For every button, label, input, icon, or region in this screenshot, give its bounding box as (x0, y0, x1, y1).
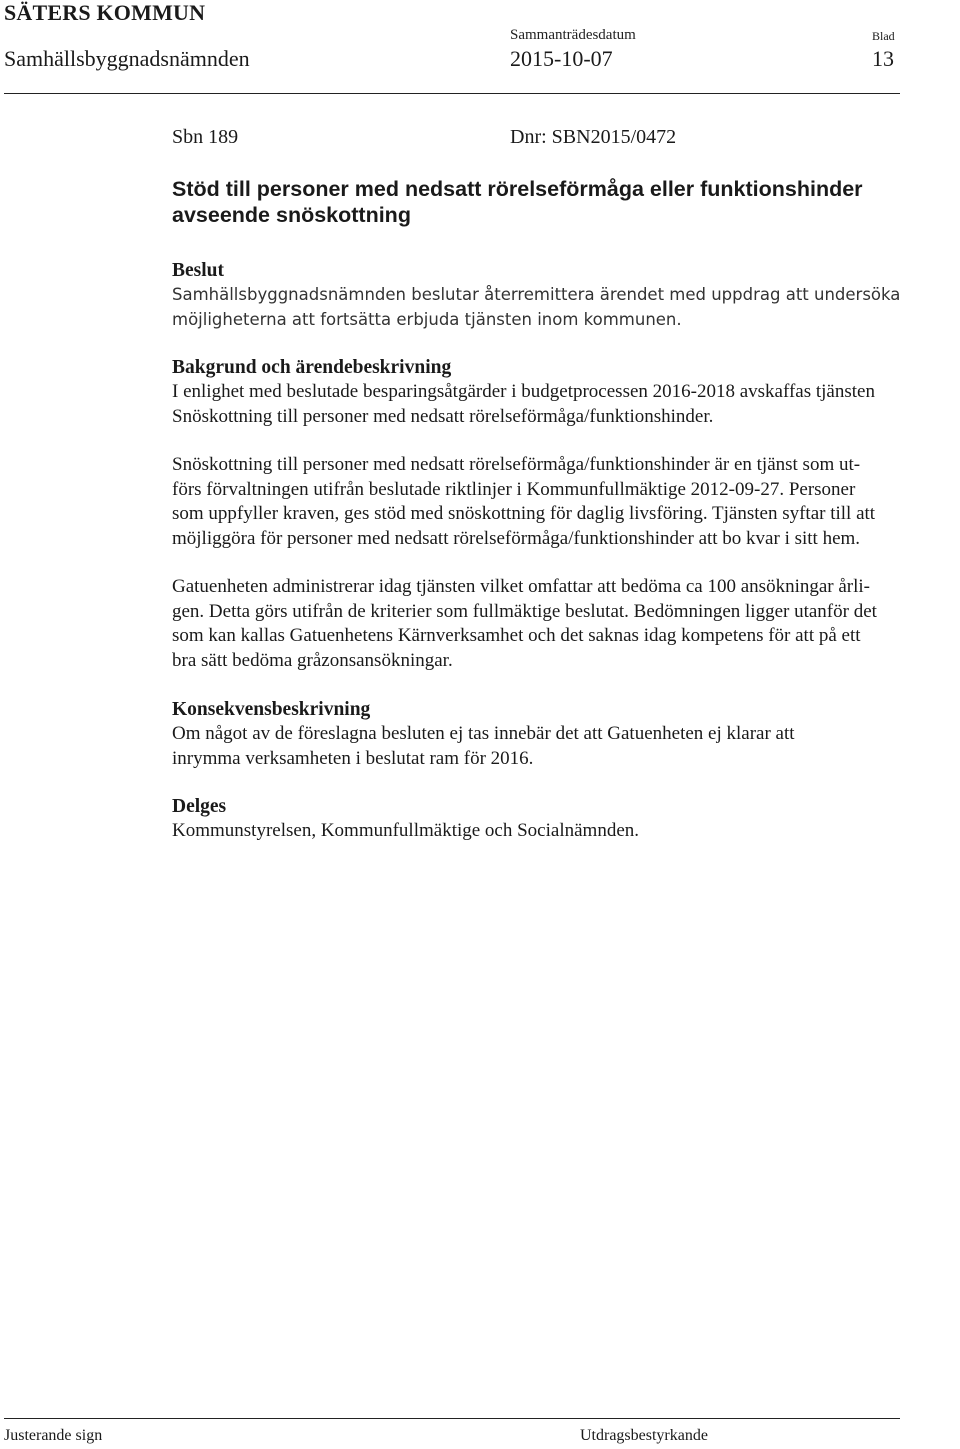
text-line: Snöskottning till personer med nedsatt rörelseförmåga/funktionshinder. (172, 405, 714, 427)
item-title-line: Stöd till personer med nedsatt rörelseförmåga eller funktionshinder (172, 177, 863, 201)
text-line: inrymma verksamheten i beslutat ram för 2016. (172, 747, 534, 769)
section-delges (172, 795, 952, 844)
section-body (172, 819, 952, 844)
meeting-date-label: Sammanträdesdatum (510, 27, 636, 43)
text-line: bra sätt bedöma gråzonsansökningar. (172, 649, 453, 671)
page-label: Blad (872, 29, 895, 43)
page-number: 13 (872, 46, 894, 71)
section-heading: Delges (172, 796, 227, 817)
text-line: förs förvaltningen utifrån beslutade riktlinjer i Kommunfullmäktige 2012-09-27. Personer (172, 478, 856, 500)
text-line: Snöskottning till personer med nedsatt rörelseförmåga/funktionshinder är en tjänst som ut- (172, 454, 861, 475)
text-line: som uppfyller kraven, ges stöd med snöskottning för daglig livsföring. Tjänsten syftar till att (172, 503, 876, 524)
header-divider (4, 93, 900, 94)
extract-certification-label: Utdragsbestyrkande (580, 1427, 708, 1444)
text-line: möjligheterna att fortsätta erbjuda tjänsten inom kommunen. (172, 309, 682, 329)
item-title (172, 176, 952, 228)
paragraph-number: Sbn 189 (172, 126, 239, 148)
section-heading: Bakgrund och ärendebeskrivning (172, 357, 452, 378)
adjusting-signature-label: Justerande sign (4, 1427, 103, 1444)
text-line: gen. Detta görs utifrån de kriterier som fullmäktige beslutat. Bedömningen ligger utanför det (172, 600, 877, 622)
meeting-date: 2015-10-07 (510, 46, 613, 71)
section-heading: Beslut (172, 260, 225, 281)
section-body (172, 380, 952, 429)
text-line: möjliggöra för personer med nedsatt rörelseförmåga/funktionshinder att bo kvar i sitt hem. (172, 527, 861, 549)
text-line: Om något av de föreslagna besluten ej tas innebär det att Gatuenheten ej klarar att (172, 723, 795, 744)
section-body (172, 722, 952, 771)
text-line: Kommunstyrelsen, Kommunfullmäktige och Socialnämnden. (172, 820, 640, 841)
paragraph (172, 453, 952, 551)
section-bakgrund (172, 356, 952, 673)
paragraph (172, 575, 952, 673)
item-title-line: avseende snöskottning (172, 203, 411, 227)
footer-divider (4, 1418, 900, 1419)
text-line: Samhällsbyggnadsnämnden beslutar återremittera ärendet med uppdrag att undersöka (172, 285, 901, 304)
section-body (172, 283, 952, 332)
diary-number: Dnr: SBN2015/0472 (510, 126, 677, 148)
text-line: som kan kallas Gatuenhetens Kärnverksamhet och det saknas idag kompetens för att på ett (172, 625, 861, 646)
organization-name: SÄTERS KOMMUN (4, 0, 206, 25)
text-line: I enlighet med beslutade besparingsåtgärder i budgetprocessen 2016-2018 avskaffas tjänsten (172, 381, 875, 402)
section-heading: Konsekvensbeskrivning (172, 699, 371, 720)
text-line: Gatuenheten administrerar idag tjänsten vilket omfattar att bedöma ca 100 ansökningar årli- (172, 576, 870, 597)
committee-name: Samhällsbyggnadsnämnden (4, 46, 250, 71)
section-beslut (172, 259, 952, 332)
section-konsekvens (172, 698, 952, 771)
